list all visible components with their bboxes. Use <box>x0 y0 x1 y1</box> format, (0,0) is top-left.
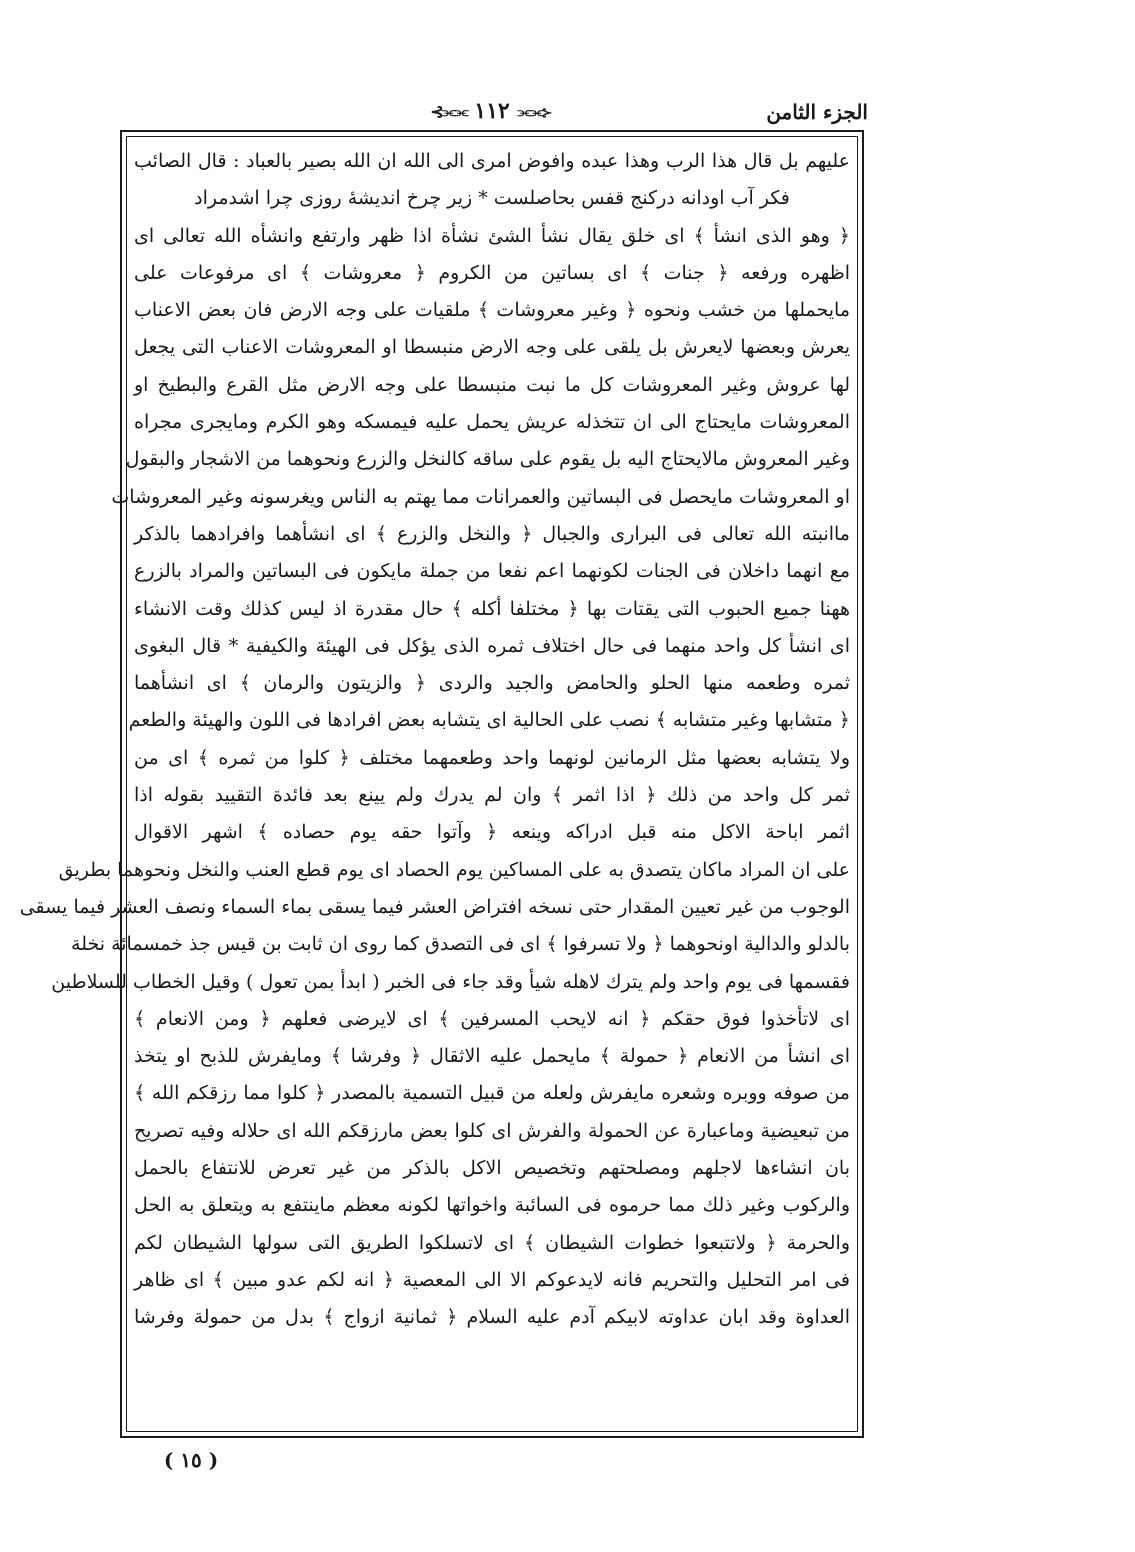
text-line: من تبعيضية وماعبارة عن الحمولة والفرش اى كلوا بعض مارزقكم الله اى حلاله وفيه تصريح <box>134 1119 850 1142</box>
text-line: يعرش وبعضها لايعرش بل يلقى على وجه الارض منبسطا او المعروشات الاعناب التى يجعل <box>134 336 850 359</box>
text-line: اثمر اباحة الاكل منه قبل ادراكه وينعه ﴿ وآتوا حقه يوم حصاده ﴾ اشهر الاقوال <box>134 821 850 844</box>
page-number <box>420 98 560 124</box>
text-line: اى انشأ كل واحد منهما فى حال اختلاف ثمره الذى يؤكل فى الهيئة والكيفية * قال البغوى <box>134 634 850 657</box>
text-line: او المعروشات مايحصل فى البساتين والعمرانات مما يهتم به الناس ويغرسونه وغير المعروشات <box>111 485 850 508</box>
text-line: فى امر التحليل والتحريم فانه لايدعوكم الا الى المعصية ﴿ انه لكم عدو مبين ﴾ اى ظاهر <box>134 1268 850 1291</box>
text-line: على ان المراد ماكان يتصدق به على المساكين يوم الحصاد اى يوم قطع العنب والنخل ونحوهما بطريق <box>58 858 850 881</box>
text-line: المعروشات مايحتاج الى ان تتخذله عريش يحمل عليه فيمسكه وهو الكرم ومايجرى مجراه <box>134 411 850 434</box>
volume-label: الجزء الثامن <box>766 100 868 124</box>
text-line: بان انشاءها لاجلهم ومصلحتهم وتخصيص الاكل بالذكر من غير تعرض للانتفاع بالحمل <box>134 1157 850 1180</box>
text-line: مع انهما داخلان فى الجنات لكونهما اعم نفعا من جملة مايكون فى البساتين والمراد بالزرع <box>134 560 850 583</box>
text-line: وغير المعروش مالايحتاج اليه بل يقوم على ساقه كالنخل والزرع ونحوهما من الاشجار والبقول <box>125 448 850 471</box>
page-header <box>120 98 868 128</box>
text-line: اى لاتأخذوا فوق حقكم ﴿ انه لايحب المسرفين ﴾ اى لايرضى فعلهم ﴿ ومن الانعام ﴾ <box>134 1007 850 1030</box>
ornament-left-icon: ⊰⫘⫘ <box>430 102 467 121</box>
text-line: بالدلو والدالية اونحوهما ﴿ ولا تسرفوا ﴾ اى فى التصدق كما روى ان ثابت بن قيس جذ خمسمائة نخلة <box>71 933 850 956</box>
page-number-value: ١١٢ <box>474 98 510 124</box>
text-line: العداوة وقد ابان عداوته لابيكم آدم عليه السلام ﴿ ثمانية ازواج ﴾ بدل من حمولة وفرشا <box>134 1306 850 1329</box>
text-line: لها عروش وغير المعروشات كل ما نبت منبسطا على وجه الارض مثل القرع والبطيخ او <box>134 373 850 396</box>
text-line: ثمره وطعمه منها الحلو والحامض والجيد والردى ﴿ والزيتون والرمان ﴾ اى انشأهما <box>134 672 850 695</box>
text-line: مايحملها من خشب ونحوه ﴿ وغير معروشات ﴾ ملقيات على وجه الارض فان بعض الاعناب <box>134 299 850 322</box>
text-line: ﴿ وهو الذى انشأ ﴾ اى خلق يقال نشأ الشئ نشأة اذا ظهر وارتفع وانشأه الله تعالى اى <box>134 224 850 247</box>
text-line: ولا يتشابه بعضها مثل الرمانين لونهما واحد وطعمهما مختلف ﴿ كلوا من ثمره ﴾ اى من <box>134 746 850 769</box>
text-line: عليهم بل قال هذا الرب وهذا عبده وافوض امرى الى الله ان الله بصير بالعباد : قال الصائب <box>134 150 850 172</box>
signature-mark: ( ١٥ ) <box>163 1448 219 1472</box>
text-line: ماانبته الله تعالى فى البرارى والجبال ﴿ والنخل والزرع ﴾ اى انشأهما وافرادهما بالذكر <box>134 522 850 545</box>
text-line: فقسمها فى يوم واحد ولم يترك لاهله شيأ وقد جاء فى الخبر ( ابدأ بمن تعول ) وقيل الخطاب للسلاطين <box>51 970 850 993</box>
text-line: والحرمة ﴿ ولاتتبعوا خطوات الشيطان ﴾ اى لاتسلكوا الطريق التى سولها الشيطان لكم <box>134 1231 850 1254</box>
ornament-right-icon: ⫘⫘⊱ <box>517 102 550 121</box>
text-line: ثمر كل واحد من ذلك ﴿ اذا اثمر ﴾ وان لم يدرك ولم يينع بعد فائدة التقييد بقوله اذا <box>134 784 850 807</box>
text-line: ههنا جميع الحبوب التى يقتات بها ﴿ مختلفا أكله ﴾ حال مقدرة اذ ليس كذلك وقت الانشاء <box>134 597 850 620</box>
text-body <box>19 143 850 1337</box>
text-line: اى انشأ من الانعام ﴿ حمولة ﴾ مايحمل عليه الاثقال ﴿ وفرشا ﴾ ومايفرش للذبح او يتخذ <box>134 1045 850 1068</box>
text-line: ﴿ متشابها وغير متشابه ﴾ نصب على الحالية اى يتشابه بعض افرادها فى اللون والهيئة والطعم <box>128 709 850 732</box>
text-line: والركوب وغير ذلك مما حرموه فى السائبة واخواتها لكونه معظم ماينتفع به ويتعلق به الحل <box>134 1194 850 1217</box>
text-line: اظهره ورفعه ﴿ جنات ﴾ اى بساتين من الكروم ﴿ معروشات ﴾ اى مرفوعات على <box>134 261 850 284</box>
verse-line: فكر آب اودانه دركنج قفس بحاصلست * زير چرخ انديشهٔ روزى چرا اشدمراد <box>194 187 790 210</box>
text-line: من صوفه ووبره وشعره مايفرش ولعله من قبيل التسمية بالمصدر ﴿ كلوا مما رزقكم الله ﴾ <box>134 1082 850 1105</box>
text-line: الوجوب من غير تعيين المقدار حتى نسخه افتراض العشر فيما يسقى بماء السماء ونصف العشر فيما يسقى <box>19 895 850 918</box>
